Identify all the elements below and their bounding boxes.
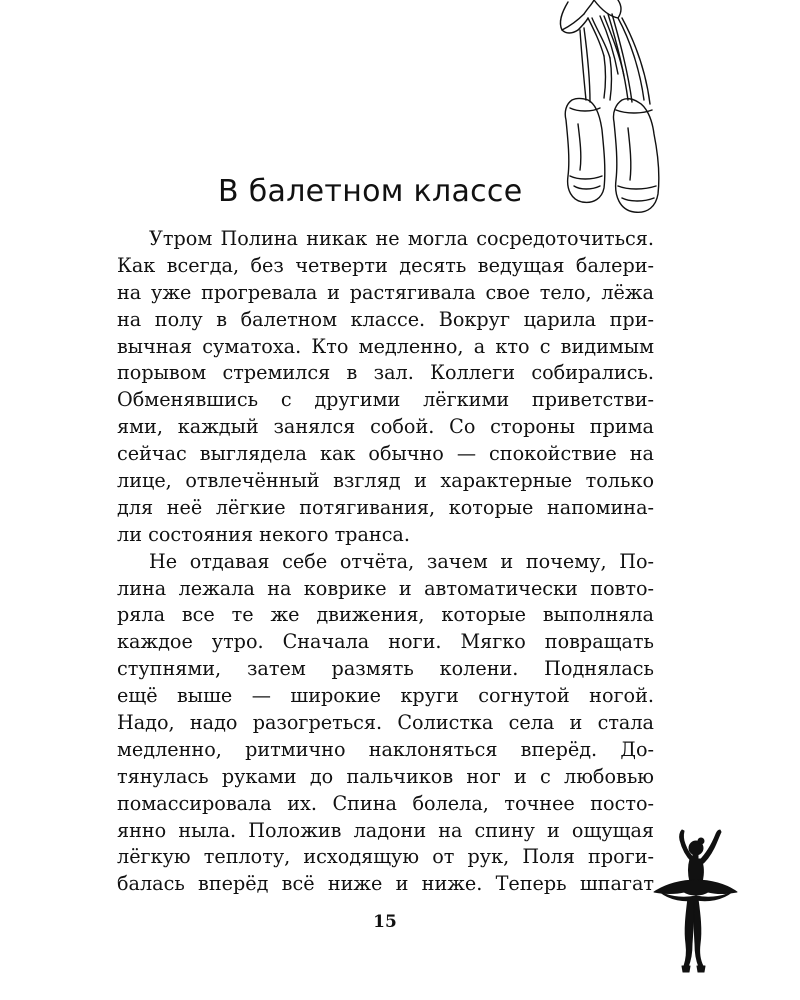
text-line: помассировала их. Спина болела, точнее посто- xyxy=(117,791,654,815)
text-line: на полу в балетном классе. Вокруг царила при- xyxy=(117,307,654,331)
text-line: ли состояния некого транса. xyxy=(117,522,410,546)
text-line: для неё лёгкие потягивания, которые напомина- xyxy=(117,495,654,519)
text-line: янно ныла. Положив ладони на спину и ощущая xyxy=(117,818,654,842)
text-line: Надо, надо разогреться. Солистка села и стала xyxy=(117,711,654,735)
text-line: лина лежала на коврике и автоматически повто- xyxy=(117,576,654,600)
page-number: 15 xyxy=(373,912,397,932)
text-line: балась вперёд всё ниже и ниже. Теперь шпагат xyxy=(117,872,654,896)
text-line: лице, отвлечённый взгляд и характерные только xyxy=(117,469,654,493)
ballet-pointe-shoes-icon xyxy=(548,0,663,225)
text-line: вычная суматоха. Кто медленно, а кто с видимым xyxy=(117,334,654,358)
text-line: ряла все те же движения, которые выполняла xyxy=(117,603,654,627)
text-line: Как всегда, без четверти десять ведущая балери- xyxy=(117,253,654,277)
text-line: сейчас выглядела как обычно — спокойствие на xyxy=(117,442,654,466)
paragraph-1 xyxy=(117,226,654,549)
text-line: ещё выше — широкие круги согнутой ногой. xyxy=(117,684,654,708)
text-line: тянулась руками до пальчиков ног и с любовью xyxy=(117,764,654,788)
text-line: медленно, ритмично наклоняться вперёд. До- xyxy=(117,737,654,761)
paragraph-2 xyxy=(117,549,654,899)
body-text xyxy=(117,226,654,898)
text-line: Обменявшись с другими лёгкими приветстви- xyxy=(117,388,654,412)
ballerina-silhouette-icon xyxy=(646,826,738,974)
text-line: на уже прогревала и растягивала свое тело, лёжа xyxy=(117,280,654,304)
chapter-title: В балетном классе xyxy=(218,174,523,209)
text-line: Утром Полина никак не могла сосредоточиться. xyxy=(149,227,654,250)
text-line: ступнями, затем размять колени. Поднялась xyxy=(117,657,654,681)
text-line: каждое утро. Сначала ноги. Мягко повращать xyxy=(117,630,654,654)
text-line: порывом стремился в зал. Коллеги собирались. xyxy=(117,361,654,385)
text-line: ями, каждый занялся собой. Со стороны прима xyxy=(117,415,654,439)
text-line: Не отдавая себе отчёта, зачем и почему, По- xyxy=(149,549,654,573)
text-line: лёгкую теплоту, исходящую от рук, Поля проги- xyxy=(117,845,654,869)
